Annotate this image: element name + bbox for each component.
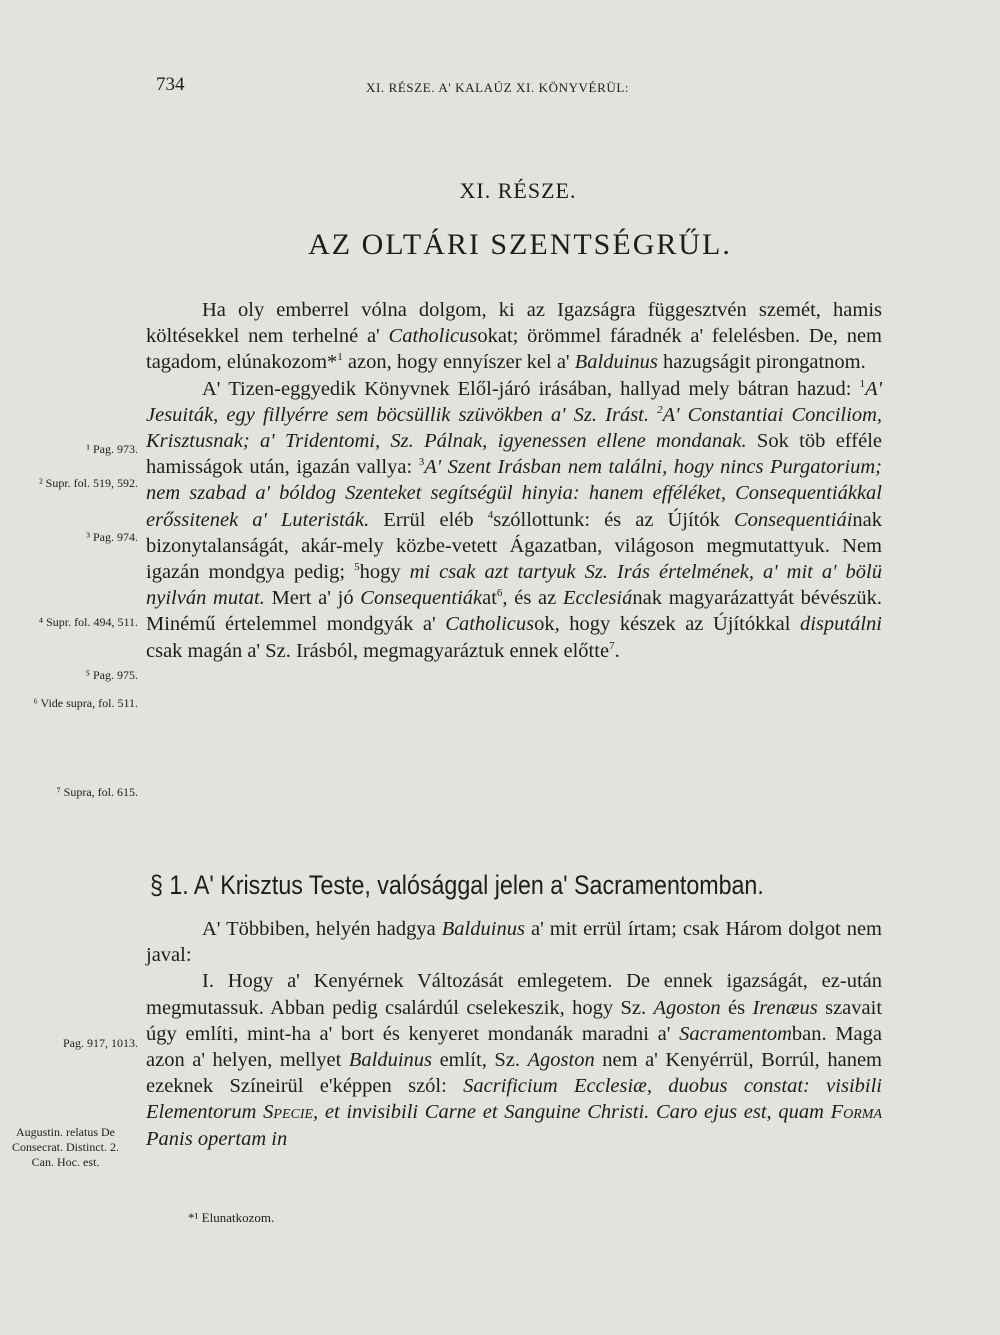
margin-note: ¹ Pag. 973. (86, 442, 138, 456)
main-text-block-1 (146, 297, 882, 664)
margin-note: ² Supr. fol. 519, 592. (39, 476, 138, 490)
main-text-block-2 (146, 916, 882, 1152)
margin-note: ⁶ Vide supra, fol. 511. (33, 696, 138, 710)
section-heading: § 1. A' Krisztus Teste, valósággal jelen a' Sacramentomban. (150, 870, 764, 900)
running-head (156, 74, 876, 104)
margin-note: ³ Pag. 974. (86, 530, 138, 544)
margin-note: Augustin. relatus De Consecrat. Distinct. 2. Can. Hoc. est. (12, 1125, 119, 1169)
paragraph-3: A' Többiben, helyén hadgya Balduinus a' mit errül írtam; csak Három dolgot nem javal: (146, 918, 882, 967)
margin-note: ⁷ Supra, fol. 615. (56, 785, 138, 799)
margin-note: ⁴ Supr. fol. 494, 511. (38, 615, 138, 629)
page-number: 734 (156, 74, 185, 95)
paragraph-4: I. Hogy a' Kenyérnek Változását emlegetem. De ennek igazságát, ez-után megmutassuk. Abban pedig csalárdúl cselekeszik, hogy Sz. Agoston és Irenæus szavait úgy említi, mint-ha a' bort és kenyeret mondanák maradni a' Sacramentomban. Maga azon a' helyen, mellyet Balduinus említ, Sz. Agoston nem a' Kenyérrül, Borrúl, hanem ezeknek Színeirül e'képpen szól: Sacrificium Ecclesiæ, duobus constat: visibili Elementorum Specie, et invisibili Carne et Sanguine Christi. Caro ejus est, quam Forma Panis opertam in (146, 970, 883, 1150)
chapter-number: XI. RÉSZE. (459, 178, 577, 203)
margin-note: Pag. 917, 1013. (63, 1036, 138, 1050)
paragraph-2: A' Tizen-eggyedik Könyvnek Elől-járó irásában, hallyad mely bátran hazud: $^1$A' Jesuiták, egy fillyérre sem böcsüllik szüvökben a' Sz. Irást. $^2$A' Constantiai Conciliom, Krisztusnak; a' Tridentomi, Sz. Pálnak, igyenessen ellene mondanak. Sok töb efféle hamisságok után, igazán vallya: $^3$A' Szent Irásban nem találni, hogy nincs Purgatorium; nem szabad a' bóldog Szenteket segítségül hinyia: hanem efféléket, Consequentiákkal erőssitenek a' Luteristák. Errül eléb $^4$szóllottunk: és az Újítók Consequentiáinak bizonytalanságát, akár-mely közbe-vetett Ágazatban, világoson megmutattyuk. Nem igazán mondgya pedig; $^5$hogy mi csak azt tartyuk Sz. Irás értelmének, a' mit a' bölü nyilván mutat. Mert a' jó Consequentiákat$^6$, és az Ecclesiának magyarázattyát bévészük. Minémű értelemmel mondgyák a' Catholicusok, hogy készek az Újítókkal disputálni csak magán a' Sz. Irásból, megmagyaráztuk ennek előtte$^7$. (146, 377, 883, 662)
chapter-title: AZ OLTÁRI SZENTSÉGRŰL. (308, 228, 732, 261)
footnote: *¹ Elunatkozom. (188, 1210, 275, 1225)
paragraph-1: Ha oly emberrel vólna dolgom, ki az Igazságra függesztvén szemét, hamis költésekkel nem terhelné a' Catholicusokat; örömmel fáradnék a' felelésben. De, nem tagadom, elúnakozom*$^1$ azon, hogy ennyíszer kel a' Balduinus hazugságit pirongatnom. (146, 299, 882, 374)
margin-note: ⁵ Pag. 975. (85, 668, 138, 682)
running-title: XI. RÉSZE. A' KALAÚZ XI. KÖNYVÉRÜL: (366, 80, 630, 95)
